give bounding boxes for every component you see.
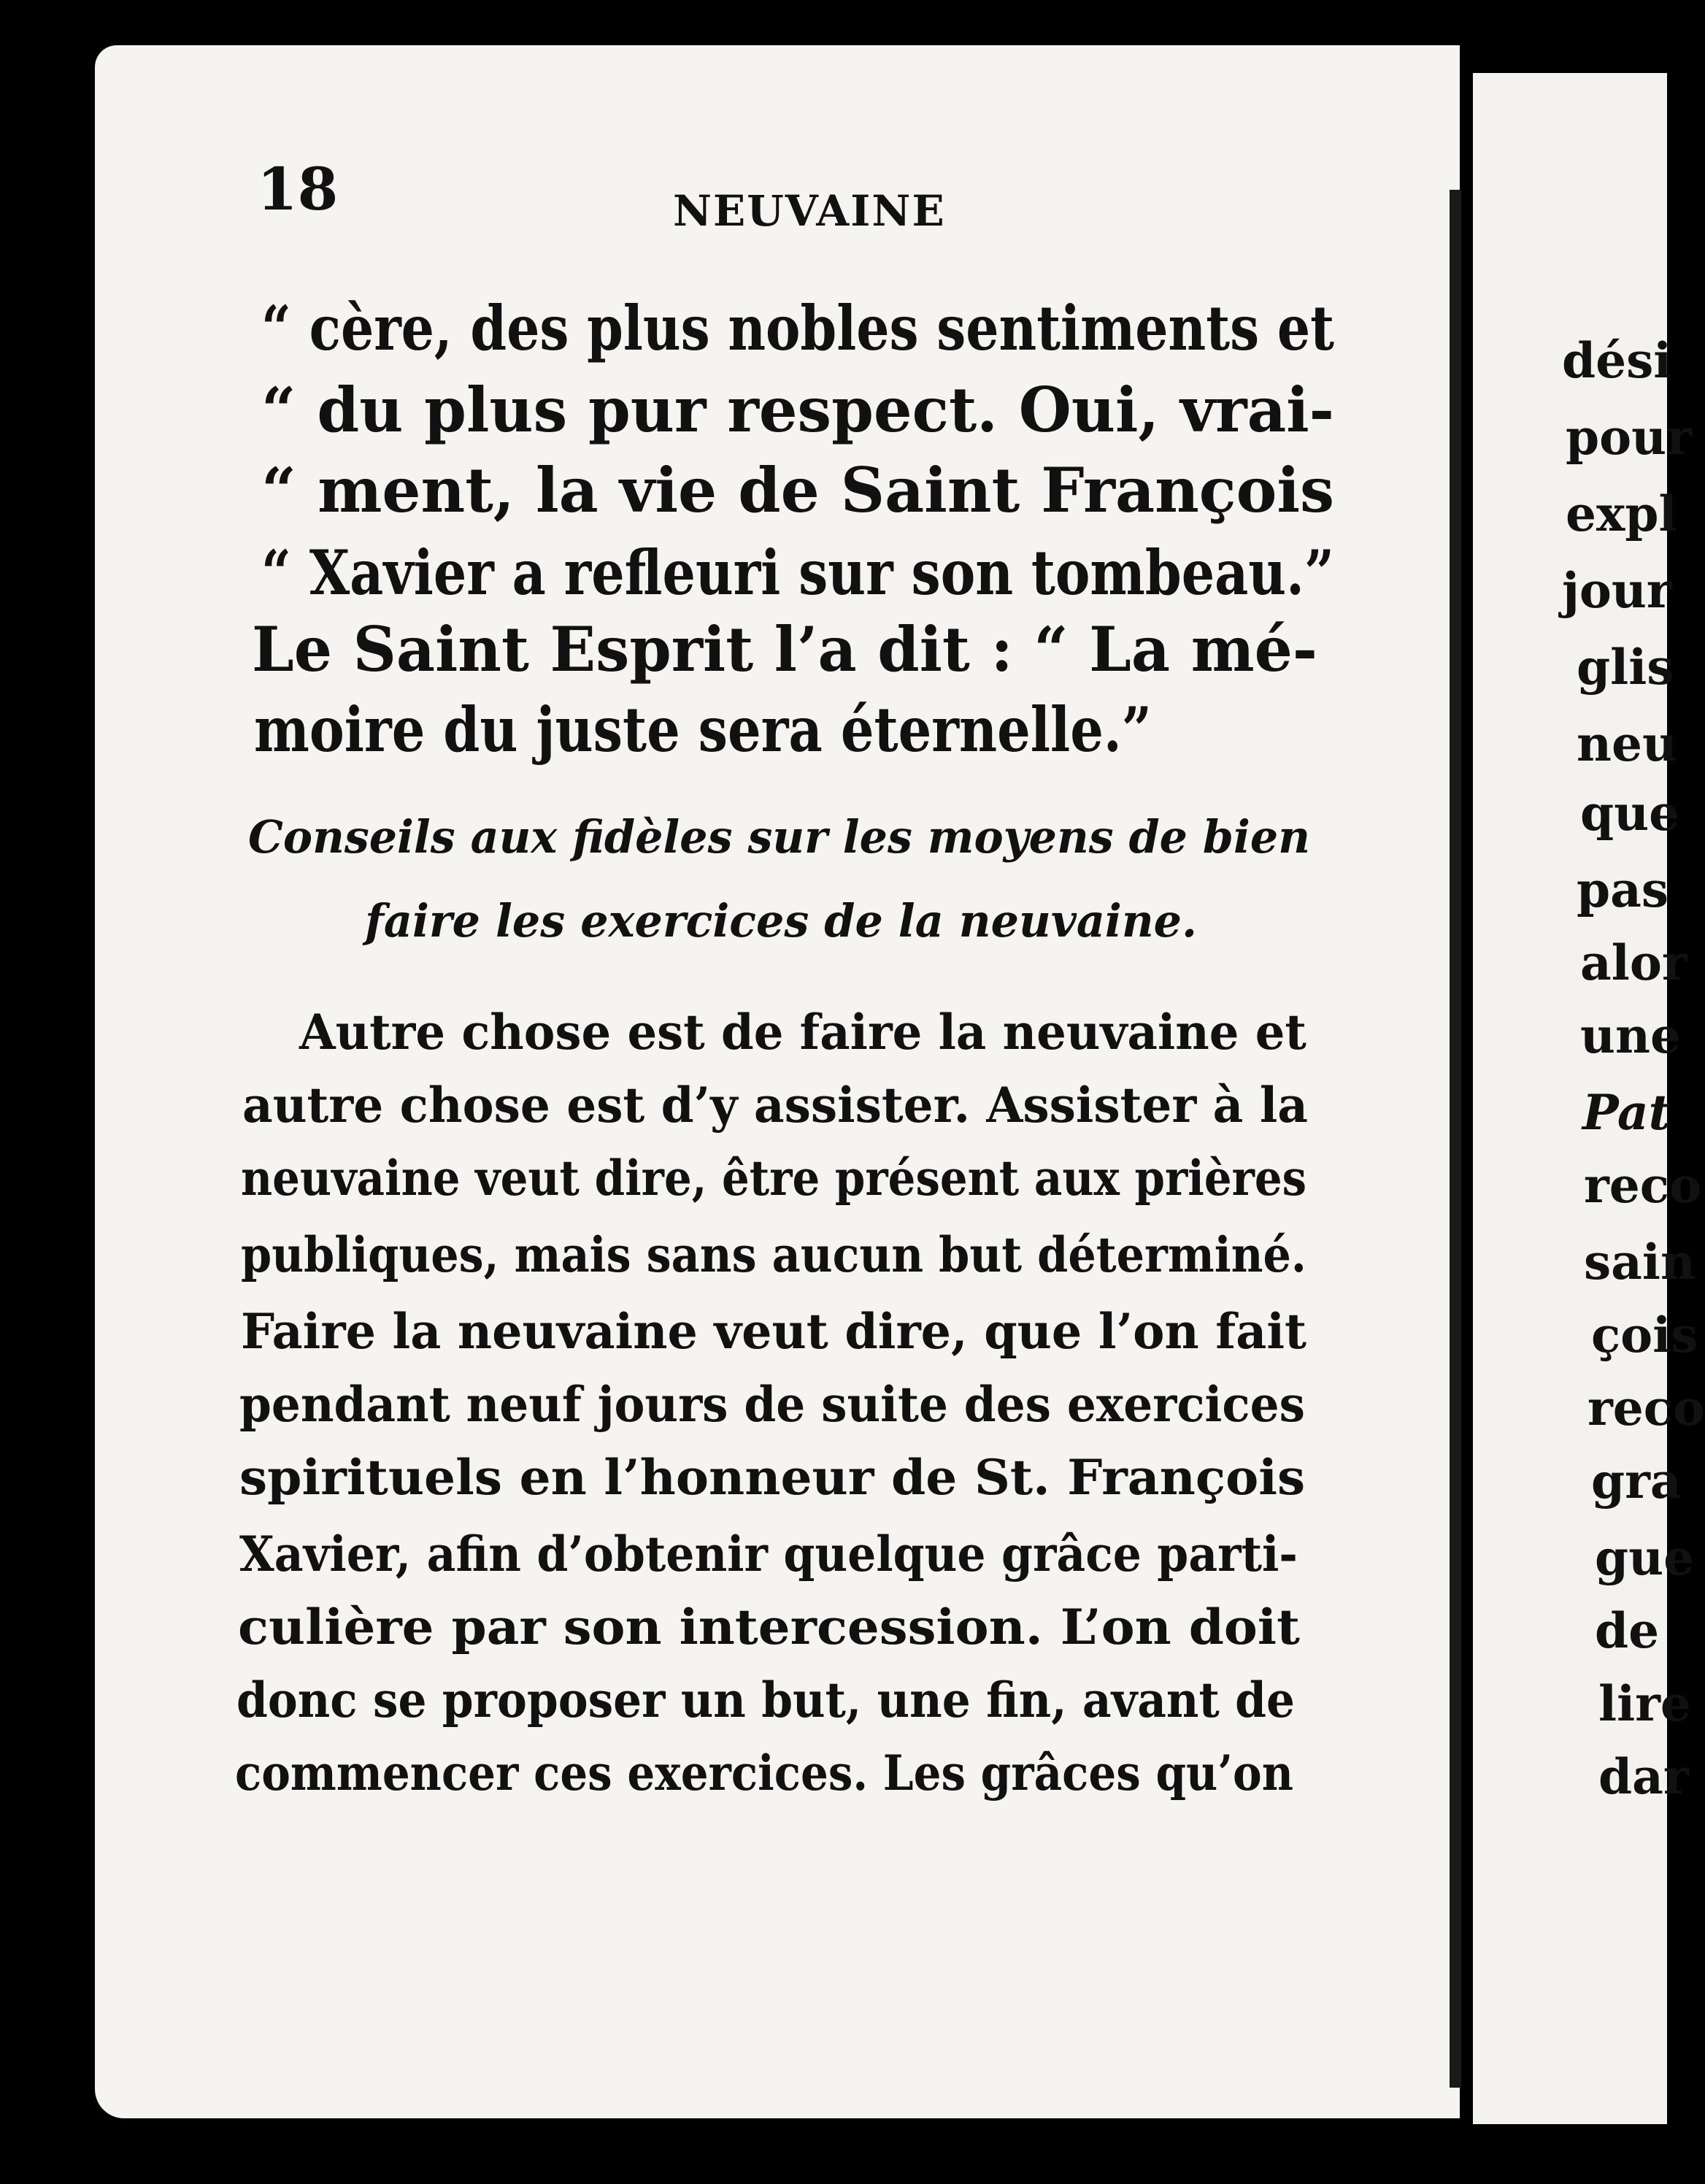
quote-line: “ ment, la vie de Saint François — [261, 454, 1335, 526]
right-page-fragment: dési — [1562, 332, 1672, 389]
right-page-fragment: alor — [1580, 934, 1687, 991]
body-line: autre chose est d’y assister. Assister à la — [242, 1077, 1309, 1134]
running-head: NEUVAINE — [673, 186, 946, 236]
right-page-fragment: neu — [1577, 715, 1677, 772]
quote-line: Le Saint Esprit l’a dit : “ La mé- — [252, 613, 1317, 685]
body-line: commencer ces exercices. Les grâces qu’on — [235, 1745, 1293, 1802]
right-page-fragment: reco — [1587, 1380, 1705, 1437]
right-page-fragment: Pat — [1582, 1084, 1671, 1141]
right-page-fragment: pas — [1577, 861, 1669, 918]
body-line: donc se proposer un but, une fin, avant de — [236, 1672, 1295, 1729]
page-number: 18 — [257, 155, 339, 223]
right-page-fragment: lire — [1598, 1675, 1691, 1732]
right-page-fragment: expl — [1566, 485, 1677, 542]
body-line: spirituels en l’honneur de St. François — [239, 1449, 1306, 1506]
right-page-fragment: une — [1580, 1007, 1681, 1064]
right-page-fragment: pour — [1566, 409, 1692, 466]
quote-line: moire du juste sera éternelle.” — [254, 693, 1152, 766]
quote-line: “ cère, des plus nobles sentiments et — [261, 292, 1334, 364]
right-page-fragment: sain — [1584, 1234, 1696, 1291]
heading-line: Conseils aux fidèles sur les moyens de bien — [248, 810, 1310, 864]
right-page-fragment: çois — [1591, 1307, 1698, 1364]
right-page-fragment: de — [1595, 1602, 1660, 1659]
book-gutter — [1450, 190, 1461, 2088]
body-line: pendant neuf jours de suite des exercices — [239, 1376, 1305, 1433]
right-page-fragment: reco — [1584, 1157, 1701, 1214]
body-line: neuvaine veut dire, être présent aux prières — [241, 1150, 1307, 1207]
body-line: culière par son intercession. L’on doit — [238, 1599, 1300, 1656]
body-line: Faire la neuvaine veut dire, que l’on fait — [241, 1303, 1307, 1360]
body-line: Autre chose est de faire la neuvaine et — [299, 1004, 1306, 1061]
body-line: publiques, mais sans aucun but déterminé. — [241, 1226, 1306, 1283]
right-page-fragment: gue — [1595, 1529, 1695, 1586]
body-line: Xavier, afin d’obtenir quelque grâce parti- — [239, 1526, 1298, 1583]
right-page-fragment: jour — [1562, 562, 1672, 619]
quote-line: “ du plus pur respect. Oui, vrai- — [261, 374, 1334, 446]
right-page-fragment: glis — [1577, 639, 1674, 696]
right-page-fragment: gra — [1591, 1453, 1682, 1510]
quote-line: “ Xavier a refleuri sur son tombeau.” — [261, 537, 1334, 609]
right-page-fragment: que — [1580, 785, 1680, 842]
right-page-fragment: dar — [1598, 1748, 1689, 1805]
heading-line: faire les exercices de la neuvaine. — [365, 894, 1198, 947]
